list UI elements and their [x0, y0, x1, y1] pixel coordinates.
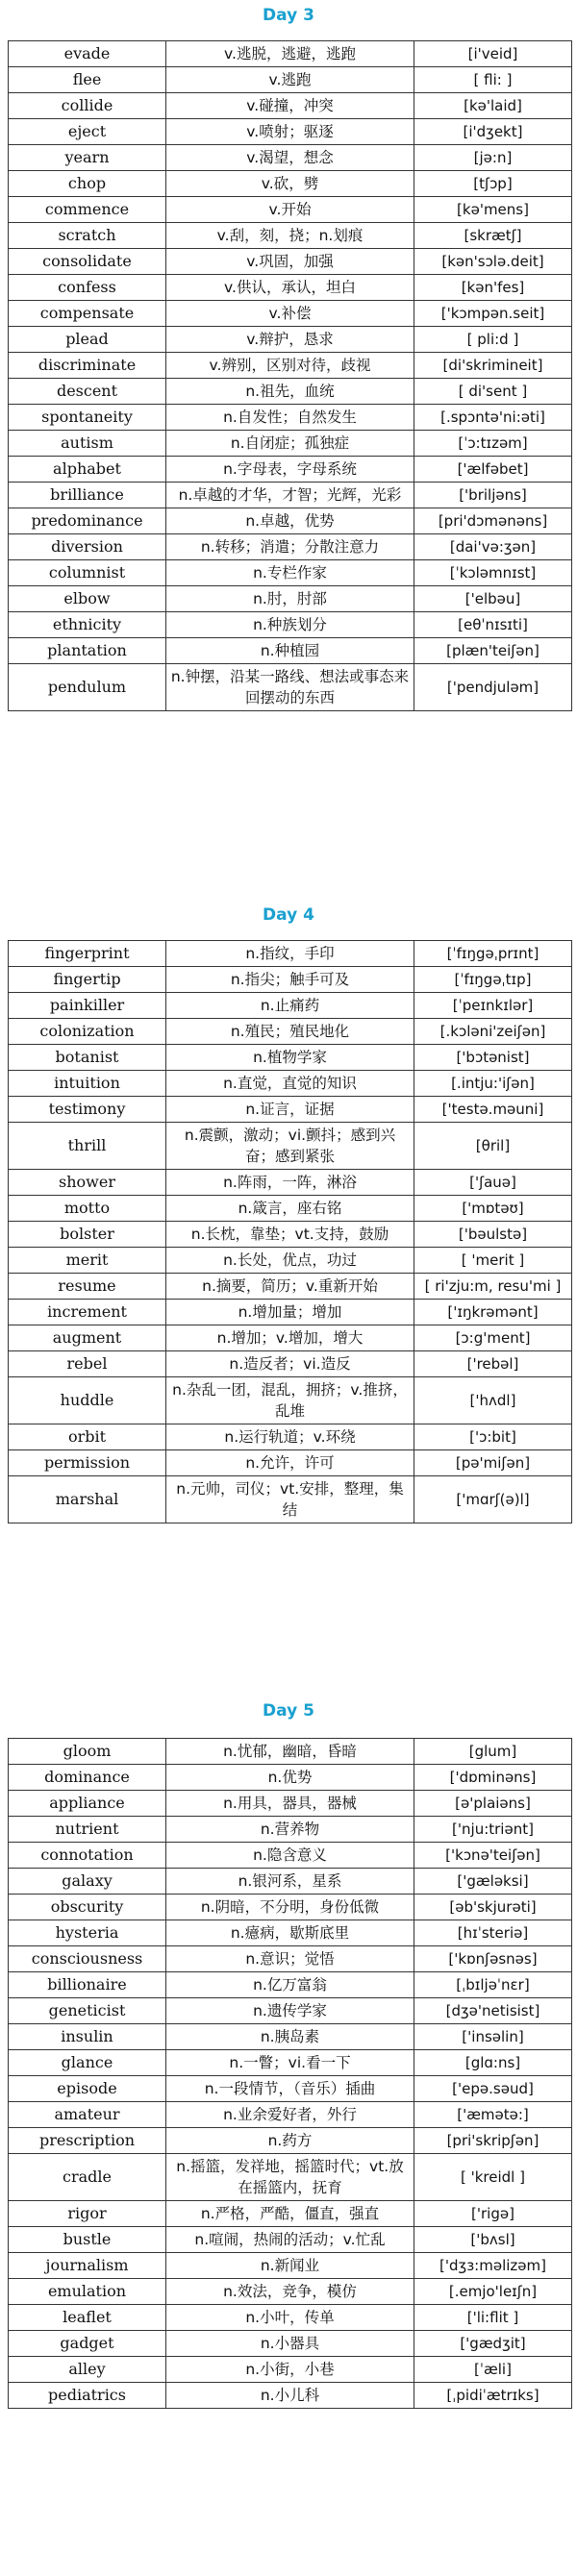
table-row [9, 275, 572, 301]
word-cell: brilliance [9, 483, 166, 508]
meaning-cell: n.止痛药 [166, 993, 414, 1019]
meaning-cell: n.药方 [166, 2128, 414, 2154]
word-cell: episode [9, 2076, 166, 2102]
word-cell: shower [9, 1170, 166, 1196]
phonetic-cell: ['rebəl] [414, 1351, 572, 1377]
phonetic-cell: [ˌbɪljəˈnɛr] [414, 1972, 572, 1998]
word-cell: ethnicity [9, 612, 166, 638]
phonetic-cell: ['bʌsl] [414, 2227, 572, 2253]
meaning-cell: n.阵雨，一阵，淋浴 [166, 1170, 414, 1196]
meaning-cell: n.专栏作家 [166, 560, 414, 586]
word-cell: descent [9, 379, 166, 405]
word-cell: collide [9, 93, 166, 119]
word-cell: scratch [9, 223, 166, 249]
table-row [9, 508, 572, 534]
phonetic-cell: ['hʌdl] [414, 1377, 572, 1424]
table-row [9, 1377, 572, 1424]
word-cell: spontaneity [9, 405, 166, 431]
table-row [9, 967, 572, 993]
meaning-cell: n.卓越的才华，才智；光辉，光彩 [166, 483, 414, 508]
table-row [9, 1170, 572, 1196]
meaning-cell: n.胰岛素 [166, 2024, 414, 2050]
word-cell: obscurity [9, 1895, 166, 1920]
table-row [9, 586, 572, 612]
word-cell: leaflet [9, 2305, 166, 2331]
word-cell: insulin [9, 2024, 166, 2050]
phonetic-cell: ['gædʒit] [414, 2331, 572, 2357]
word-cell: columnist [9, 560, 166, 586]
phonetic-cell: [kən'sɔlə.deit] [414, 249, 572, 275]
meaning-cell: n.严格，严酷，僵直，强直 [166, 2201, 414, 2227]
table-row [9, 1325, 572, 1351]
word-cell: colonization [9, 1019, 166, 1045]
meaning-cell: n.用具，器具，器械 [166, 1791, 414, 1817]
word-cell: huddle [9, 1377, 166, 1424]
table-row [9, 249, 572, 275]
meaning-cell: v.供认，承认，坦白 [166, 275, 414, 301]
table-row [9, 197, 572, 223]
day-4-heading: Day 4 [263, 905, 314, 925]
phonetic-cell: [glum] [414, 1739, 572, 1765]
meaning-cell: n.杂乱一团，混乱，拥挤；v.推挤，乱堆 [166, 1377, 414, 1424]
meaning-cell: n.卓越，优势 [166, 508, 414, 534]
word-cell: emulation [9, 2279, 166, 2305]
phonetic-cell: ['ʃauə] [414, 1170, 572, 1196]
phonetic-cell: [tʃɔp] [414, 171, 572, 197]
phonetic-cell: [.emjo'leɪʃn] [414, 2279, 572, 2305]
word-cell: evade [9, 41, 166, 67]
phonetic-cell: [ fli: ] [414, 67, 572, 93]
word-cell: hysteria [9, 1920, 166, 1946]
phonetic-cell: [əb'skjurəti] [414, 1895, 572, 1920]
word-cell: predominance [9, 508, 166, 534]
word-cell: compensate [9, 301, 166, 327]
table-row [9, 2305, 572, 2331]
meaning-cell: n.阴暗，不分明，身份低微 [166, 1895, 414, 1920]
meaning-cell: n.允许，许可 [166, 1450, 414, 1476]
meaning-cell: v.辩护，恳求 [166, 327, 414, 353]
table-row [9, 1196, 572, 1222]
meaning-cell: n.长枕，靠垫；vt.支持，鼓励 [166, 1222, 414, 1248]
word-cell: alphabet [9, 457, 166, 483]
phonetic-cell: ['mɑrʃ(ə)l] [414, 1476, 572, 1523]
phonetic-cell: [eθˈnɪsɪti] [414, 612, 572, 638]
word-cell: eject [9, 119, 166, 145]
phonetic-cell: [ˈpeɪnkɪlər] [414, 993, 572, 1019]
meaning-cell: v.逃跑 [166, 67, 414, 93]
meaning-cell: n.增加；v.增加，增大 [166, 1325, 414, 1351]
word-cell: intuition [9, 1071, 166, 1097]
phonetic-cell: [θril] [414, 1123, 572, 1170]
table-row [9, 993, 572, 1019]
table-row [9, 93, 572, 119]
meaning-cell: n.喧闹，热闹的活动；v.忙乱 [166, 2227, 414, 2253]
day-4-vocab-table [8, 940, 572, 1523]
table-row [9, 534, 572, 560]
word-cell: prescription [9, 2128, 166, 2154]
meaning-cell: n.小器具 [166, 2331, 414, 2357]
word-cell: consolidate [9, 249, 166, 275]
phonetic-cell: ['insəlin] [414, 2024, 572, 2050]
phonetic-cell: [kə'laid] [414, 93, 572, 119]
phonetic-cell: [.intju:'iʃən] [414, 1071, 572, 1097]
phonetic-cell: ['ælfəbet] [414, 457, 572, 483]
phonetic-cell: ['dʒɜ:məlizəm] [414, 2253, 572, 2279]
meaning-cell: n.小儿科 [166, 2383, 414, 2409]
phonetic-cell: [dʒə'netisist] [414, 1998, 572, 2024]
phonetic-cell: [ə'plaiəns] [414, 1791, 572, 1817]
word-cell: plead [9, 327, 166, 353]
meaning-cell: n.隐含意义 [166, 1843, 414, 1869]
phonetic-cell: [pri'dɔmənəns] [414, 508, 572, 534]
word-cell: marshal [9, 1476, 166, 1523]
day-3-vocab-table [8, 40, 572, 711]
meaning-cell: v.辨别，区别对待，歧视 [166, 353, 414, 379]
meaning-cell: n.长处，优点，功过 [166, 1248, 414, 1274]
phonetic-cell: [ ri'zju:m, resu'mi ] [414, 1274, 572, 1300]
table-row [9, 560, 572, 586]
table-row [9, 2201, 572, 2227]
word-cell: elbow [9, 586, 166, 612]
table-row [9, 2357, 572, 2383]
table-row [9, 1791, 572, 1817]
meaning-cell: n.银河系，星系 [166, 1869, 414, 1895]
meaning-cell: n.震颤，激动；vi.颤抖；感到兴奋；感到紧张 [166, 1123, 414, 1170]
meaning-cell: n.癔病，歇斯底里 [166, 1920, 414, 1946]
word-cell: geneticist [9, 1998, 166, 2024]
word-cell: commence [9, 197, 166, 223]
meaning-cell: v.逃脱，逃避，逃跑 [166, 41, 414, 67]
table-row [9, 2279, 572, 2305]
word-cell: orbit [9, 1424, 166, 1450]
table-row [9, 405, 572, 431]
word-cell: connotation [9, 1843, 166, 1869]
table-row [9, 1895, 572, 1920]
table-row [9, 1300, 572, 1325]
table-row [9, 1274, 572, 1300]
word-cell: botanist [9, 1045, 166, 1071]
table-row [9, 67, 572, 93]
meaning-cell: n.殖民；殖民地化 [166, 1019, 414, 1045]
word-cell: discriminate [9, 353, 166, 379]
word-cell: rigor [9, 2201, 166, 2227]
word-cell: painkiller [9, 993, 166, 1019]
table-row [9, 1351, 572, 1377]
meaning-cell: n.元帅，司仪；vt.安排，整理，集结 [166, 1476, 414, 1523]
table-row [9, 2050, 572, 2076]
phonetic-cell: [ˈfɪŋgəˌprɪnt] [414, 941, 572, 967]
table-row [9, 1972, 572, 1998]
meaning-cell: n.祖先，血统 [166, 379, 414, 405]
phonetic-cell: [kən'fes] [414, 275, 572, 301]
word-cell: rebel [9, 1351, 166, 1377]
table-row [9, 379, 572, 405]
phonetic-cell: [hɪˈsteriə] [414, 1920, 572, 1946]
meaning-cell: n.钟摆，沿某一路线、想法或事态来回摆动的东西 [166, 664, 414, 711]
phonetic-cell: ['bɔtənist] [414, 1045, 572, 1071]
meaning-cell: v.碰撞，冲突 [166, 93, 414, 119]
meaning-cell: n.一段情节，（音乐）插曲 [166, 2076, 414, 2102]
table-row [9, 41, 572, 67]
table-row [9, 2024, 572, 2050]
phonetic-cell: ['kɔmpən.seit] [414, 301, 572, 327]
word-cell: autism [9, 431, 166, 457]
word-cell: billionaire [9, 1972, 166, 1998]
meaning-cell: n.肘，肘部 [166, 586, 414, 612]
word-cell: fingertip [9, 967, 166, 993]
word-cell: amateur [9, 2102, 166, 2128]
phonetic-cell: [ˈfɪŋgəˌtɪp] [414, 967, 572, 993]
table-row [9, 171, 572, 197]
table-row [9, 1920, 572, 1946]
table-row [9, 2128, 572, 2154]
meaning-cell: n.种族划分 [166, 612, 414, 638]
phonetic-cell: [ di'sent ] [414, 379, 572, 405]
meaning-cell: n.字母表，字母系统 [166, 457, 414, 483]
word-cell: cradle [9, 2154, 166, 2201]
meaning-cell: n.植物学家 [166, 1045, 414, 1071]
phonetic-cell: [skrætʃ] [414, 223, 572, 249]
table-row [9, 145, 572, 171]
table-row [9, 1071, 572, 1097]
word-cell: permission [9, 1450, 166, 1476]
word-cell: pediatrics [9, 2383, 166, 2409]
word-cell: galaxy [9, 1869, 166, 1895]
table-row [9, 1123, 572, 1170]
phonetic-cell: ['testə.məuni] [414, 1097, 572, 1123]
word-cell: bustle [9, 2227, 166, 2253]
word-cell: chop [9, 171, 166, 197]
word-cell: testimony [9, 1097, 166, 1123]
phonetic-cell: ['rigə] [414, 2201, 572, 2227]
phonetic-cell: [ 'kreidl ] [414, 2154, 572, 2201]
table-row [9, 941, 572, 967]
meaning-cell: n.运行轨道；v.环绕 [166, 1424, 414, 1450]
phonetic-cell: [kə'mens] [414, 197, 572, 223]
phonetic-cell: [glɑ:ns] [414, 2050, 572, 2076]
meaning-cell: n.意识；觉悟 [166, 1946, 414, 1972]
phonetic-cell: ['gæləksi] [414, 1869, 572, 1895]
meaning-cell: n.优势 [166, 1765, 414, 1791]
phonetic-cell: [plæn'teiʃən] [414, 638, 572, 664]
meaning-cell: n.小街，小巷 [166, 2357, 414, 2383]
phonetic-cell: [ pli:d ] [414, 327, 572, 353]
phonetic-cell: [ɔ:g'ment] [414, 1325, 572, 1351]
meaning-cell: v.补偿 [166, 301, 414, 327]
word-cell: fingerprint [9, 941, 166, 967]
word-cell: confess [9, 275, 166, 301]
phonetic-cell: [ 'merit ] [414, 1248, 572, 1274]
word-cell: diversion [9, 534, 166, 560]
meaning-cell: n.自闭症；孤独症 [166, 431, 414, 457]
phonetic-cell: ['elbəu] [414, 586, 572, 612]
word-cell: merit [9, 1248, 166, 1274]
phonetic-cell: [ˌpidiˈætrɪks] [414, 2383, 572, 2409]
meaning-cell: n.增加量；增加 [166, 1300, 414, 1325]
meaning-cell: n.亿万富翁 [166, 1972, 414, 1998]
table-row [9, 1946, 572, 1972]
phonetic-cell: [pri'skripʃən] [414, 2128, 572, 2154]
meaning-cell: n.遗传学家 [166, 1998, 414, 2024]
phonetic-cell: ['bəulstə] [414, 1222, 572, 1248]
table-row [9, 1869, 572, 1895]
phonetic-cell: ['nju:triənt] [414, 1817, 572, 1843]
table-row [9, 301, 572, 327]
day-5-vocab-table [8, 1738, 572, 2409]
meaning-cell: n.箴言，座右铭 [166, 1196, 414, 1222]
phonetic-cell: ['pendjuləm] [414, 664, 572, 711]
table-row [9, 1248, 572, 1274]
phonetic-cell: [di'skrimineit] [414, 353, 572, 379]
table-row [9, 1450, 572, 1476]
meaning-cell: n.转移；消遣；分散注意力 [166, 534, 414, 560]
table-row [9, 1817, 572, 1843]
phonetic-cell: [jə:n] [414, 145, 572, 171]
meaning-cell: v.渴望，想念 [166, 145, 414, 171]
word-cell: increment [9, 1300, 166, 1325]
table-row [9, 223, 572, 249]
table-row [9, 1765, 572, 1791]
word-cell: pendulum [9, 664, 166, 711]
day-5-heading: Day 5 [263, 1701, 314, 1721]
word-cell: glance [9, 2050, 166, 2076]
meaning-cell: v.刮，刻，挠；n.划痕 [166, 223, 414, 249]
word-cell: augment [9, 1325, 166, 1351]
word-cell: gloom [9, 1739, 166, 1765]
table-row [9, 1097, 572, 1123]
table-row [9, 431, 572, 457]
table-row [9, 612, 572, 638]
word-cell: alley [9, 2357, 166, 2383]
meaning-cell: n.营养物 [166, 1817, 414, 1843]
phonetic-cell: [ˈɔ:tɪzəm] [414, 431, 572, 457]
meaning-cell: n.摇篮，发祥地，摇篮时代；vt.放在摇篮内，抚育 [166, 2154, 414, 2201]
phonetic-cell: [.kɔləni'zeiʃən] [414, 1019, 572, 1045]
phonetic-cell: [i'veid] [414, 41, 572, 67]
phonetic-cell: [dai'və:ʒən] [414, 534, 572, 560]
table-row [9, 1476, 572, 1523]
table-row [9, 327, 572, 353]
meaning-cell: n.新闻业 [166, 2253, 414, 2279]
table-row [9, 2227, 572, 2253]
phonetic-cell: ['epə.səud] [414, 2076, 572, 2102]
word-cell: nutrient [9, 1817, 166, 1843]
word-cell: plantation [9, 638, 166, 664]
word-cell: bolster [9, 1222, 166, 1248]
word-cell: dominance [9, 1765, 166, 1791]
word-cell: resume [9, 1274, 166, 1300]
table-row [9, 483, 572, 508]
table-row [9, 1843, 572, 1869]
meaning-cell: n.指尖；触手可及 [166, 967, 414, 993]
table-row [9, 664, 572, 711]
table-row [9, 2383, 572, 2409]
table-row [9, 2154, 572, 2201]
phonetic-cell: ['dɒminəns] [414, 1765, 572, 1791]
table-row [9, 353, 572, 379]
meaning-cell: v.巩固，加强 [166, 249, 414, 275]
meaning-cell: n.业余爱好者，外行 [166, 2102, 414, 2128]
phonetic-cell: ['briljəns] [414, 483, 572, 508]
phonetic-cell: [i'dʒekt] [414, 119, 572, 145]
table-row [9, 1045, 572, 1071]
table-row [9, 2076, 572, 2102]
table-row [9, 2331, 572, 2357]
table-row [9, 1998, 572, 2024]
meaning-cell: n.造反者；vi.造反 [166, 1351, 414, 1377]
meaning-cell: n.指纹，手印 [166, 941, 414, 967]
table-row [9, 638, 572, 664]
meaning-cell: n.种植园 [166, 638, 414, 664]
meaning-cell: n.一瞥；vi.看一下 [166, 2050, 414, 2076]
day-3-heading: Day 3 [263, 6, 314, 25]
phonetic-cell: ['ɪŋkrəmənt] [414, 1300, 572, 1325]
word-cell: gadget [9, 2331, 166, 2357]
meaning-cell: n.证言，证据 [166, 1097, 414, 1123]
meaning-cell: v.砍，劈 [166, 171, 414, 197]
table-row [9, 1424, 572, 1450]
meaning-cell: n.直觉，直觉的知识 [166, 1071, 414, 1097]
table-row [9, 1739, 572, 1765]
table-row [9, 1019, 572, 1045]
phonetic-cell: ['kɔnə'teiʃən] [414, 1843, 572, 1869]
meaning-cell: v.喷射；驱逐 [166, 119, 414, 145]
table-row [9, 2253, 572, 2279]
word-cell: thrill [9, 1123, 166, 1170]
word-cell: flee [9, 67, 166, 93]
table-row [9, 119, 572, 145]
word-cell: journalism [9, 2253, 166, 2279]
phonetic-cell: [ˈkɔləmnɪst] [414, 560, 572, 586]
word-cell: yearn [9, 145, 166, 171]
word-cell: appliance [9, 1791, 166, 1817]
table-row [9, 1222, 572, 1248]
phonetic-cell: [ˈæli] [414, 2357, 572, 2383]
phonetic-cell: ['kɒnʃəsnəs] [414, 1946, 572, 1972]
phonetic-cell: ['æmətə:] [414, 2102, 572, 2128]
meaning-cell: n.效法，竞争，模仿 [166, 2279, 414, 2305]
phonetic-cell: [pə'miʃən] [414, 1450, 572, 1476]
table-row [9, 2102, 572, 2128]
meaning-cell: n.摘要，简历；v.重新开始 [166, 1274, 414, 1300]
word-cell: motto [9, 1196, 166, 1222]
phonetic-cell: ['li:flit ] [414, 2305, 572, 2331]
word-cell: consciousness [9, 1946, 166, 1972]
phonetic-cell: ['ɔ:bit] [414, 1424, 572, 1450]
table-row [9, 457, 572, 483]
meaning-cell: n.忧郁，幽暗，昏暗 [166, 1739, 414, 1765]
meaning-cell: n.自发性；自然发生 [166, 405, 414, 431]
phonetic-cell: ['mɒtəʊ] [414, 1196, 572, 1222]
meaning-cell: n.小叶，传单 [166, 2305, 414, 2331]
phonetic-cell: [.spɔntə'ni:əti] [414, 405, 572, 431]
meaning-cell: v.开始 [166, 197, 414, 223]
